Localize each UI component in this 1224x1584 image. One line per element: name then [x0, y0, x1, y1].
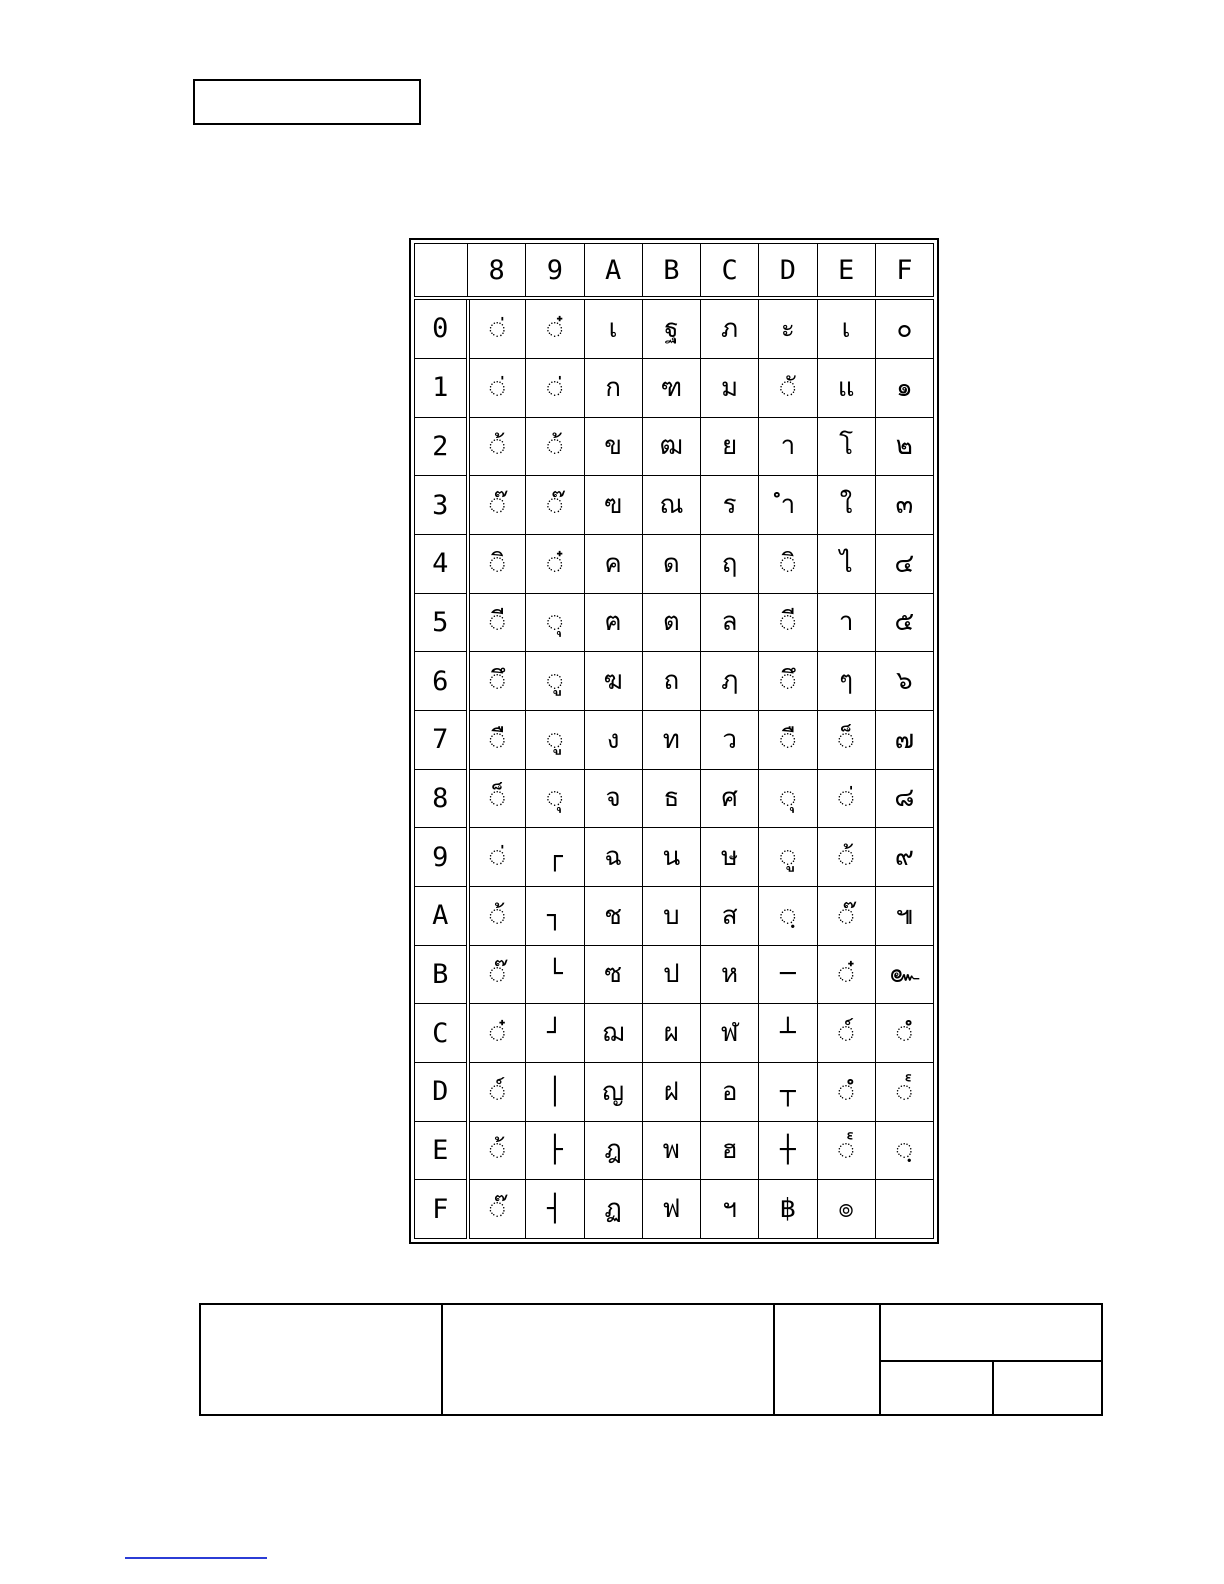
character-cell: ซ [584, 945, 642, 1004]
column-header: F [875, 244, 933, 299]
footer-link-underline[interactable] [125, 1557, 267, 1559]
character-cell: ฬ [701, 1004, 759, 1063]
character-cell: ┘ [526, 1004, 584, 1063]
table-row [415, 652, 934, 711]
character-cell: ๗ [875, 710, 933, 769]
row-header: 5 [415, 593, 468, 652]
table-row [415, 1004, 934, 1063]
character-cell: ◌๊ [817, 886, 875, 945]
character-cell: ค [584, 534, 642, 593]
character-cell: ◌ุ [526, 593, 584, 652]
character-cell: น [642, 828, 700, 887]
character-cell: ณ [642, 476, 700, 535]
character-cell: ◌่ [817, 769, 875, 828]
table-row [415, 417, 934, 476]
row-header: B [415, 945, 468, 1004]
character-cell: ◌๋ [526, 534, 584, 593]
character-cell: ◌ฺ [759, 886, 817, 945]
character-cell: ำ [759, 476, 817, 535]
table-row [415, 358, 934, 417]
character-cell: ไ [817, 534, 875, 593]
character-cell: ◌๊ [468, 1180, 526, 1239]
character-cell: ษ [701, 828, 759, 887]
character-cell: ๖ [875, 652, 933, 711]
character-cell: ┐ [526, 886, 584, 945]
character-cell: บ [642, 886, 700, 945]
character-cell: ┴ [759, 1004, 817, 1063]
character-cell: เ [817, 298, 875, 358]
character-cell: ◌๎ [817, 1121, 875, 1180]
character-cell: ◌๋ [526, 298, 584, 358]
table-row [415, 710, 934, 769]
character-cell: ฉ [584, 828, 642, 887]
character-cell: า [817, 593, 875, 652]
table-row [415, 593, 934, 652]
character-cell: ◌๊ [468, 945, 526, 1004]
row-header: A [415, 886, 468, 945]
row-header: 8 [415, 769, 468, 828]
row-header: E [415, 1121, 468, 1180]
character-cell: ๚ [875, 886, 933, 945]
character-cell: ฑ [642, 358, 700, 417]
character-cell: ◌ุ [759, 769, 817, 828]
character-cell: ◌์ [468, 1062, 526, 1121]
character-cell: ธ [642, 769, 700, 828]
character-cell: ๒ [875, 417, 933, 476]
character-cell: ◌์ [817, 1004, 875, 1063]
character-cell: ะ [759, 298, 817, 358]
character-cell: ภ [701, 298, 759, 358]
column-header: E [817, 244, 875, 299]
character-cell: ◌่ [468, 828, 526, 887]
character-cell: ◌๋ [817, 945, 875, 1004]
character-cell: ฒ [642, 417, 700, 476]
character-cell: ฃ [584, 476, 642, 535]
character-cell: ◌ฺ [875, 1121, 933, 1180]
column-header: A [584, 244, 642, 299]
character-cell: ๙ [875, 828, 933, 887]
character-cell: ป [642, 945, 700, 1004]
character-cell: ว [701, 710, 759, 769]
column-header: 9 [526, 244, 584, 299]
character-cell: ๔ [875, 534, 933, 593]
character-cell: ส [701, 886, 759, 945]
character-code-table-frame [409, 238, 939, 1244]
character-cell: ฮ [701, 1121, 759, 1180]
character-cell: ฯ [701, 1180, 759, 1239]
character-cell: ┬ [759, 1062, 817, 1121]
character-cell: โ [817, 417, 875, 476]
character-cell: ๓ [875, 476, 933, 535]
character-cell: ◌ึ [759, 652, 817, 711]
character-cell: ◌ํ [875, 1004, 933, 1063]
row-header: 3 [415, 476, 468, 535]
character-cell: ๛ [875, 945, 933, 1004]
row-header: F [415, 1180, 468, 1239]
table-row [415, 534, 934, 593]
character-cell: เ [584, 298, 642, 358]
character-cell: ┤ [526, 1180, 584, 1239]
character-cell: ข [584, 417, 642, 476]
character-cell: ๏ [817, 1180, 875, 1239]
character-cell: ผ [642, 1004, 700, 1063]
table-row [415, 1121, 934, 1180]
character-cell: ช [584, 886, 642, 945]
character-cell: ฆ [584, 652, 642, 711]
character-cell: │ [526, 1062, 584, 1121]
table-row [415, 476, 934, 535]
character-cell: ◌ี [759, 593, 817, 652]
title-block-divider [879, 1360, 1101, 1362]
row-header: D [415, 1062, 468, 1121]
character-cell: ฿ [759, 1180, 817, 1239]
character-cell: ห [701, 945, 759, 1004]
character-cell: ย [701, 417, 759, 476]
character-cell: ฟ [642, 1180, 700, 1239]
character-cell: ล [701, 593, 759, 652]
character-cell: ◌๎ [875, 1062, 933, 1121]
character-cell: ญ [584, 1062, 642, 1121]
character-cell: ฤ [701, 534, 759, 593]
title-block-divider [441, 1305, 443, 1414]
character-cell: ฐ [642, 298, 700, 358]
character-cell: ๘ [875, 769, 933, 828]
character-cell: พ [642, 1121, 700, 1180]
character-cell: ร [701, 476, 759, 535]
character-cell: ฎ [584, 1121, 642, 1180]
character-cell: ◌่ [468, 358, 526, 417]
title-block-divider [773, 1305, 775, 1414]
character-cell: ◌ิ [759, 534, 817, 593]
character-cell: ┼ [759, 1121, 817, 1180]
character-cell: ◌ุ [526, 769, 584, 828]
row-header: 4 [415, 534, 468, 593]
character-code-table [414, 243, 934, 1239]
table-row [415, 1062, 934, 1121]
character-cell: ◌็ [468, 769, 526, 828]
character-cell [875, 1180, 933, 1239]
column-header: C [701, 244, 759, 299]
table-row [415, 828, 934, 887]
character-cell: ◌ี [468, 593, 526, 652]
row-header: 6 [415, 652, 468, 711]
character-cell: ◌่ [526, 358, 584, 417]
character-cell: ◌้ [526, 417, 584, 476]
character-cell: ◌๊ [526, 476, 584, 535]
character-cell: ◌ื [759, 710, 817, 769]
character-cell: ด [642, 534, 700, 593]
character-cell: ◌ู [526, 710, 584, 769]
character-cell: ◌้ [468, 886, 526, 945]
table-row [415, 1180, 934, 1239]
page-label-box [193, 79, 421, 125]
row-header: C [415, 1004, 468, 1063]
character-cell: ◌ิ [468, 534, 526, 593]
character-cell: ◌ื [468, 710, 526, 769]
character-cell: ใ [817, 476, 875, 535]
character-cell: ๆ [817, 652, 875, 711]
character-cell: ◌ู [759, 828, 817, 887]
row-header: 9 [415, 828, 468, 887]
row-header: 7 [415, 710, 468, 769]
character-cell: ◌ู [526, 652, 584, 711]
character-cell: ศ [701, 769, 759, 828]
character-cell: ต [642, 593, 700, 652]
character-cell: ─ [759, 945, 817, 1004]
character-cell: ก [584, 358, 642, 417]
corner-cell [415, 244, 468, 299]
column-header: 8 [468, 244, 526, 299]
character-cell: ฌ [584, 1004, 642, 1063]
character-cell: ๕ [875, 593, 933, 652]
character-cell: ฝ [642, 1062, 700, 1121]
character-cell: แ [817, 358, 875, 417]
character-cell: ฏ [584, 1180, 642, 1239]
character-cell: ├ [526, 1121, 584, 1180]
row-header: 0 [415, 298, 468, 358]
character-cell: ◌ํ [817, 1062, 875, 1121]
character-cell: ◌้ [468, 1121, 526, 1180]
character-cell: ◌๊ [468, 476, 526, 535]
character-cell: ◌้ [468, 417, 526, 476]
column-header-row [415, 244, 934, 299]
character-cell: อ [701, 1062, 759, 1121]
character-cell: ◌็ [817, 710, 875, 769]
table-row [415, 945, 934, 1004]
character-cell: ◌้ [817, 828, 875, 887]
character-cell: ฅ [584, 593, 642, 652]
character-cell: └ [526, 945, 584, 1004]
title-block [199, 1303, 1103, 1416]
table-row [415, 769, 934, 828]
character-cell: ง [584, 710, 642, 769]
character-cell: ม [701, 358, 759, 417]
character-cell: ◌๋ [468, 1004, 526, 1063]
character-cell: ◌ึ [468, 652, 526, 711]
character-cell: ท [642, 710, 700, 769]
character-cell: ┌ [526, 828, 584, 887]
row-header: 1 [415, 358, 468, 417]
character-cell: ถ [642, 652, 700, 711]
column-header: B [642, 244, 700, 299]
character-cell: ๐ [875, 298, 933, 358]
table-row [415, 886, 934, 945]
character-cell: ◌่ [468, 298, 526, 358]
column-header: D [759, 244, 817, 299]
character-cell: า [759, 417, 817, 476]
character-cell: ๑ [875, 358, 933, 417]
table-row [415, 298, 934, 358]
title-block-divider [992, 1360, 994, 1414]
character-cell: จ [584, 769, 642, 828]
row-header: 2 [415, 417, 468, 476]
character-cell: ◌ั [759, 358, 817, 417]
character-cell: ฦ [701, 652, 759, 711]
